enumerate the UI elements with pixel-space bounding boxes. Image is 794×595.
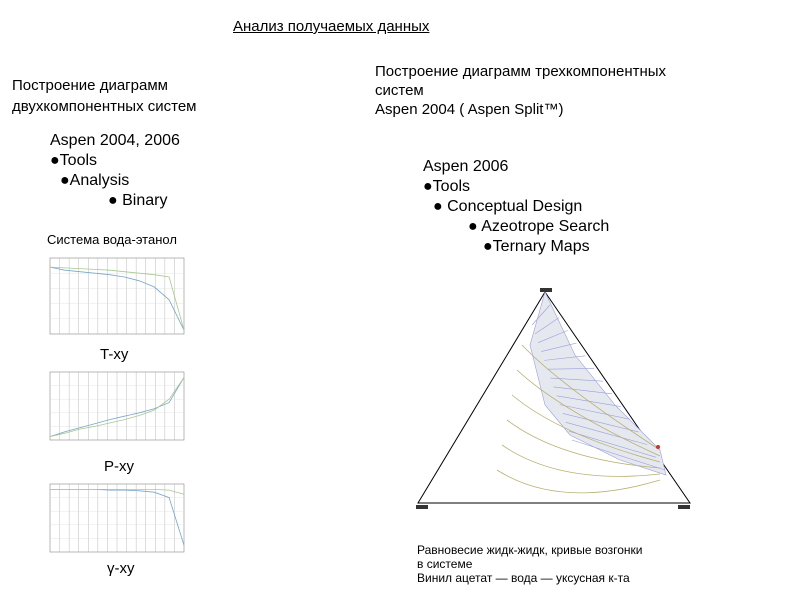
apex-label-right xyxy=(678,505,690,509)
right-menu-azeotrope: ● Azeotrope Search xyxy=(468,218,610,235)
right-menu-conceptual: ● Conceptual Design xyxy=(433,198,583,215)
left-heading xyxy=(12,75,197,117)
system-label: Система вода-этанол xyxy=(47,232,177,247)
ternary-note xyxy=(417,543,643,585)
right-heading-line1: Построение диаграмм трехкомпонентных xyxy=(375,63,667,80)
right-aspen-title: Aspen 2006 xyxy=(423,158,509,175)
azeotrope-point xyxy=(656,445,660,449)
note-line1: Равновесие жидк-жидк, кривые возгонки xyxy=(417,543,643,557)
left-heading-line1: Построение диаграмм xyxy=(12,77,168,94)
left-menu-analysis: ●Analysis xyxy=(60,172,130,189)
pxy-chart xyxy=(40,366,190,446)
two-phase-region xyxy=(530,292,666,475)
left-menu-binary: ● Binary xyxy=(108,192,168,209)
gamma-xy-caption: γ-xy xyxy=(107,560,135,577)
left-heading-line2: двухкомпонентных систем xyxy=(12,98,197,115)
right-heading-line3: Aspen 2004 ( Aspen Split™) xyxy=(375,101,564,118)
txy-chart xyxy=(40,252,190,340)
apex-label-top xyxy=(540,288,552,292)
slide-title: Анализ получаемых данных xyxy=(233,18,430,35)
right-aspen-menu xyxy=(423,157,609,257)
left-menu-tools: ●Tools xyxy=(50,152,98,169)
pxy-caption: P-xy xyxy=(104,458,134,475)
right-menu-ternary: ●Ternary Maps xyxy=(483,238,590,255)
right-heading-line2: систем xyxy=(375,82,424,99)
right-heading xyxy=(375,62,666,119)
apex-label-left xyxy=(416,505,428,509)
note-line2: в системе xyxy=(417,557,473,571)
note-line3: Винил ацетат — вода — уксусная к-та xyxy=(417,571,630,585)
right-menu-tools: ●Tools xyxy=(423,178,471,195)
left-aspen-title: Aspen 2004, 2006 xyxy=(50,132,180,149)
ternary-diagram xyxy=(410,285,700,515)
left-aspen-menu xyxy=(50,131,180,211)
gamma-xy-chart xyxy=(40,478,190,558)
txy-caption: T-xy xyxy=(100,346,129,363)
